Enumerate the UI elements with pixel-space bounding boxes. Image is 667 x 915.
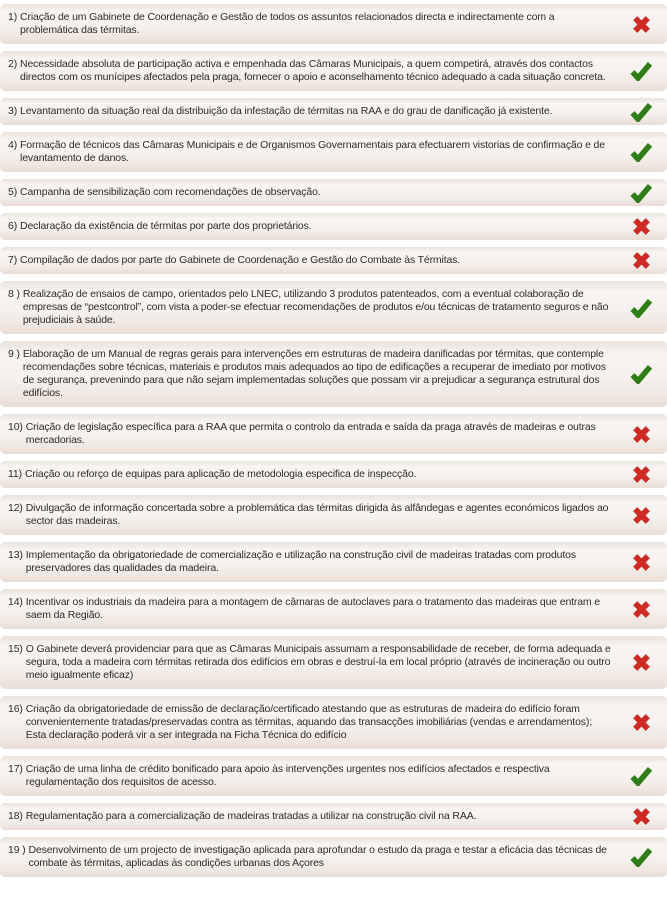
item-number: 19 ) [8,844,26,856]
cross-icon [632,553,651,572]
item-status [615,636,667,689]
item-status [615,803,667,830]
check-icon [630,847,653,867]
check-icon [630,364,653,384]
item-number: 1) [8,11,18,23]
cross-icon [632,251,651,270]
list-item [0,837,667,877]
cross-icon [632,465,651,484]
list-item [0,4,667,44]
cross-icon [632,425,651,444]
item-number: 16) [8,703,23,715]
item-text: Levantamento da situação real da distribuição da infestação de térmitas na RAA e do grau de danificação já existente. [20,105,553,117]
list-item [0,51,667,91]
item-number: 9 ) [8,348,20,360]
item-status [615,98,667,125]
list-item [0,803,667,830]
item-number: 5) [8,186,18,198]
item-number: 8 ) [8,288,20,300]
list-item [0,636,667,689]
item-status [615,179,667,206]
cross-icon [632,15,651,34]
item-number: 17) [8,763,23,775]
check-icon [630,766,653,786]
check-icon [630,102,653,122]
list-item [0,414,667,454]
item-status [615,213,667,240]
cross-icon [632,713,651,732]
list-item [0,281,667,334]
item-text: Campanha de sensibilização com recomendações de observação. [20,186,321,198]
list-item [0,341,667,407]
cross-icon [632,600,651,619]
item-number: 3) [8,105,18,117]
item-number: 12) [8,502,23,514]
list-item [0,213,667,240]
item-status [615,4,667,44]
item-number: 6) [8,220,18,232]
item-text: Criação de uma linha de crédito bonificado para apoio às intervenções urgentes nos edifícios afectados e respectiva regulamentação dos requisitos de acesso. [25,763,550,788]
item-number: 10) [8,421,23,433]
item-text: Realização de ensaios de campo, orientados pelo LNEC, utilizando 3 produtos patenteados, com a eventual colaboração de empresas de “pestcontrol”, com vista a poder-se efectuar recomendações de produtos e/ou técnicas de tratamento seguros e não prejudiciais à saúde. [22,288,609,326]
check-icon [630,183,653,203]
item-text: Divulgação de informação concertada sobre a problemática das térmitas dirigida às alfândegas e agentes económicos ligados ao sector das madeiras. [25,502,609,527]
item-status [615,247,667,274]
item-status [615,837,667,877]
item-status [615,461,667,488]
check-icon [630,61,653,81]
item-text: Necessidade absoluta de participação activa e empenhada das Câmaras Municipais, a quem competirá, através dos contactos directos com os munícipes afectados pela praga, fornecer o apoio e aconselhamento técnico adequado a cada situação concreta. [20,58,606,83]
item-status [615,341,667,407]
item-number: 7) [8,254,18,266]
list-item [0,542,667,582]
item-status [615,589,667,629]
cross-icon [632,506,651,525]
item-text: Regulamentação para a comercialização de madeiras tratadas a utilizar na construção civil na RAA. [25,810,477,822]
list-item [0,247,667,274]
list-item [0,132,667,172]
cross-icon [632,807,651,826]
item-number: 18) [8,810,23,822]
item-status [615,696,667,749]
item-status [615,756,667,796]
item-text: Elaboração de um Manual de regras gerais para intervenções em estruturas de madeira danificadas por térmitas, que contemple recomendações sobre técnicas, materiais e produtos mais adequados ao tipo de edificações a recuperar de imediato por motivos de segurança, prevenindo para que não sejam implementadas soluções que possam vir a prejudicar a segurança estrutural dos edifícios. [22,348,606,399]
item-text: Criação da obrigatoriedade de emissão de declaração/certificado atestando que as estruturas de madeira do edifício foram convenientemente tratadas/preservadas contra as térmitas, aquando das transacções imobiliárias (vendas e arrendamentos); Esta declaração poderá vir a ser integrada na Ficha Técnica do edifício [25,703,592,741]
item-text: Criação de um Gabinete de Coordenação e Gestão de todos os assuntos relacionados directa e indirectamente com a problemática das térmitas. [20,11,555,36]
item-number: 14) [8,596,23,608]
check-icon [630,142,653,162]
item-status [615,495,667,535]
item-number: 11) [8,468,22,480]
item-number: 2) [8,58,18,70]
item-text: Desenvolvimento de um projecto de investigação aplicada para aprofundar o estudo da praga e testar a eficácia das técnicas de combate às térmitas, aplicadas às condições urbanas dos Açores [28,844,607,869]
item-text: O Gabinete deverá providenciar para que as Câmaras Municipais assumam a responsabilidade de receber, de forma adequada e segura, toda a madeira com térmitas retirada dos edifícios em obras e destruí-la em local próprio (através de incineração ou outro meio igualmente eficaz) [25,643,611,681]
item-status [615,281,667,334]
item-text: Criação de legislação específica para a RAA que permita o controlo da entrada e saída da praga através de madeiras e outras mercadorias. [25,421,596,446]
item-status [615,132,667,172]
list-item [0,179,667,206]
item-text: Implementação da obrigatoriedade de comercialização e utilização na construção civil de madeiras tratadas com produtos preservadores das qualidades da madeira. [25,549,576,574]
check-icon [630,298,653,318]
list-item [0,756,667,796]
list-item [0,98,667,125]
item-number: 4) [8,139,18,151]
item-text: Incentivar os industriais da madeira para a montagem de câmaras de autoclaves para o tratamento das madeiras que entram e saem da Região. [25,596,600,621]
cross-icon [632,217,651,236]
item-status [615,51,667,91]
item-status [615,542,667,582]
list-item [0,495,667,535]
list-item [0,461,667,488]
list-item [0,589,667,629]
list-item [0,696,667,749]
item-status [615,414,667,454]
item-number: 13) [8,549,23,561]
item-text: Criação ou reforço de equipas para aplicação de metodologia especifica de inspecção. [24,468,417,480]
item-text: Declaração da existência de térmitas por parte dos proprietários. [20,220,312,232]
item-number: 15) [8,643,23,655]
item-text: Compilação de dados por parte do Gabinete de Coordenação e Gestão do Combate às Térmitas. [20,254,461,266]
cross-icon [632,653,651,672]
item-text: Formação de técnicos das Câmaras Municipais e de Organismos Governamentais para efectuarem vistorias de confirmação e de levantamento de danos. [20,139,605,164]
